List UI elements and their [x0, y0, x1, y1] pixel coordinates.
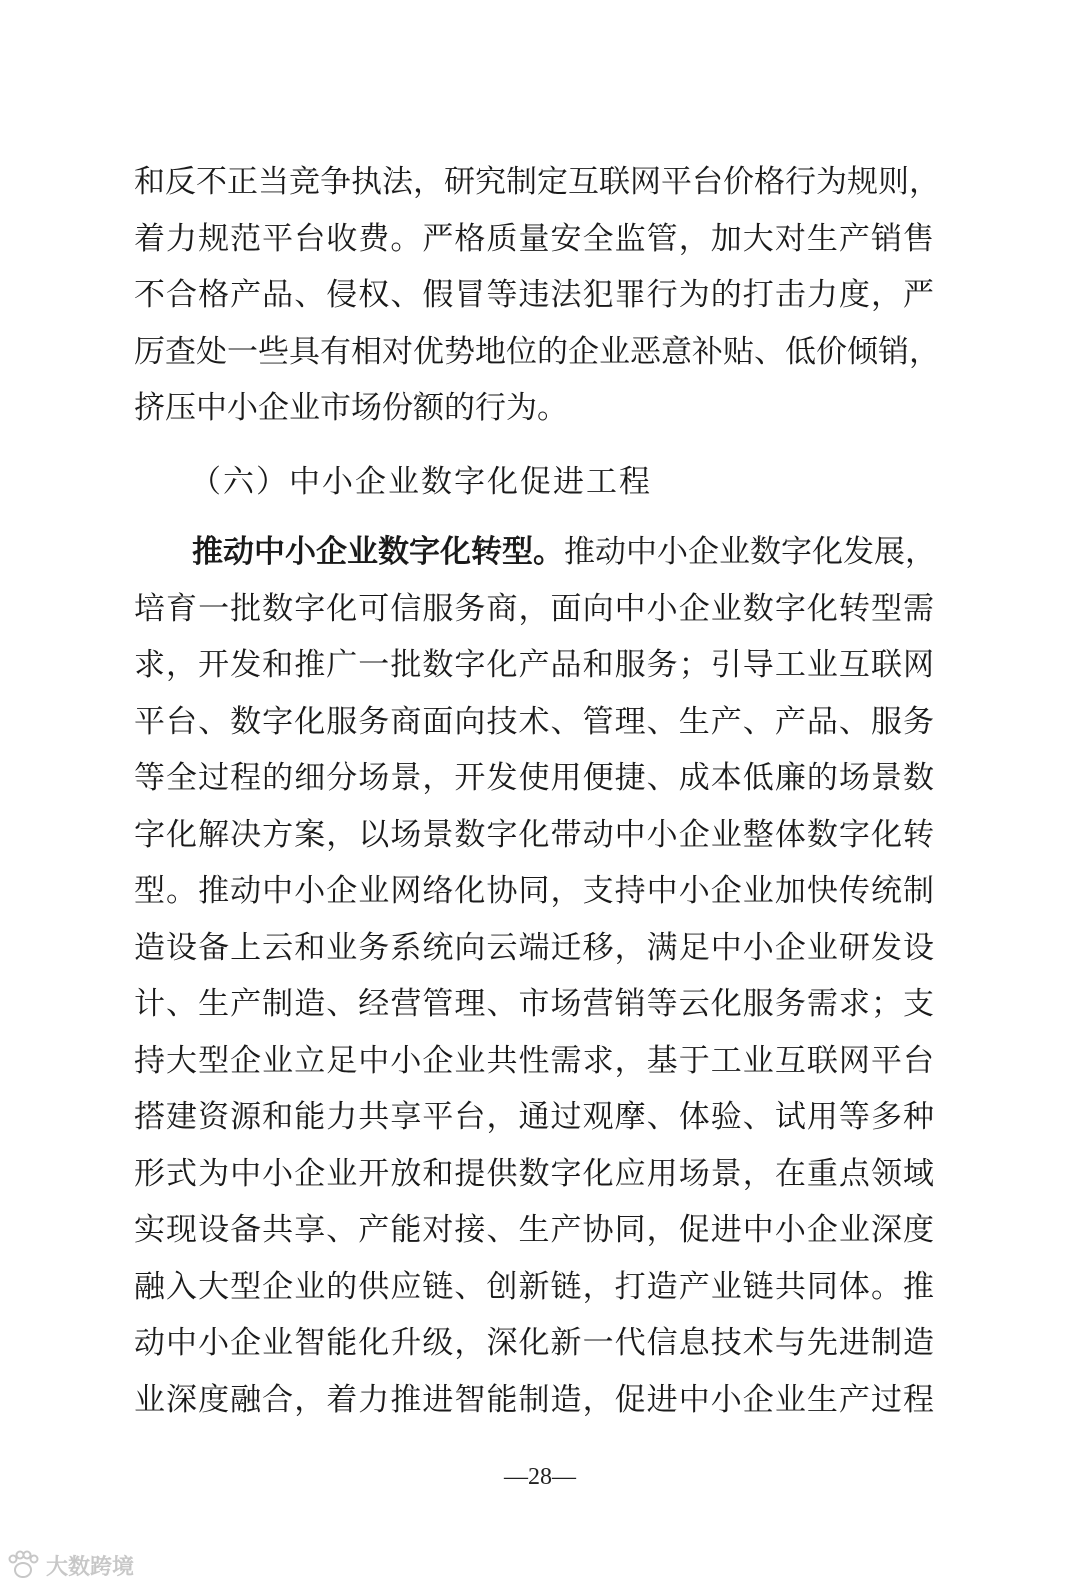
paragraph-line: 计、生产制造、经营管理、市场营销等云化服务需求；支	[134, 986, 934, 1022]
paragraph-line: 字化解决方案，以场景数字化带动中小企业整体数字化转	[134, 817, 934, 853]
paragraph-line: 不合格产品、侵权、假冒等违法犯罪行为的打击力度，严	[134, 277, 934, 313]
watermark	[6, 1548, 134, 1582]
paragraph-line: 和反不正当竞争执法，研究制定互联网平台价格行为规则，	[134, 164, 940, 200]
bold-lead-sentence: 推动中小企业数字化转型。	[192, 534, 564, 570]
paragraph-line: 形式为中小企业开放和提供数字化应用场景，在重点领域	[134, 1156, 934, 1192]
page-number: —28—	[504, 1464, 576, 1490]
paragraph-line: 求，开发和推广一批数字化产品和服务；引导工业互联网	[134, 647, 934, 683]
paragraph-line: 培育一批数字化可信服务商，面向中小企业数字化转型需	[134, 591, 934, 627]
paragraph-line: 搭建资源和能力共享平台，通过观摩、体验、试用等多种	[134, 1099, 934, 1135]
first-line-rest: 推动中小企业数字化发展，	[564, 534, 936, 570]
paragraph-line: 挤压中小企业市场份额的行为。	[134, 390, 568, 426]
section-heading: （六）中小企业数字化促进工程	[190, 464, 652, 500]
watermark-text: 大数跨境	[46, 1554, 135, 1580]
paragraph-line: 型。推动中小企业网络化协同，支持中小企业加快传统制	[134, 873, 934, 909]
paragraph-first-line	[192, 532, 934, 572]
paragraph-line: 厉查处一些具有相对优势地位的企业恶意补贴、低价倾销，	[134, 334, 940, 370]
paragraph-line: 着力规范平台收费。严格质量安全监管，加大对生产销售	[134, 221, 934, 257]
paw-logo-icon	[6, 1550, 40, 1580]
paragraph-line: 业深度融合，着力推进智能制造，促进中小企业生产过程	[134, 1382, 934, 1418]
paragraph-line: 融入大型企业的供应链、创新链，打造产业链共同体。推	[134, 1269, 934, 1305]
paragraph-line: 等全过程的细分场景，开发使用便捷、成本低廉的场景数	[134, 760, 934, 796]
paragraph-line: 造设备上云和业务系统向云端迁移，满足中小企业研发设	[134, 930, 934, 966]
paragraph-line: 动中小企业智能化升级，深化新一代信息技术与先进制造	[134, 1325, 934, 1361]
paragraph-line: 实现设备共享、产能对接、生产协同，促进中小企业深度	[134, 1212, 934, 1248]
paragraph-line: 平台、数字化服务商面向技术、管理、生产、产品、服务	[134, 704, 934, 740]
paragraph-line: 持大型企业立足中小企业共性需求，基于工业互联网平台	[134, 1043, 934, 1079]
